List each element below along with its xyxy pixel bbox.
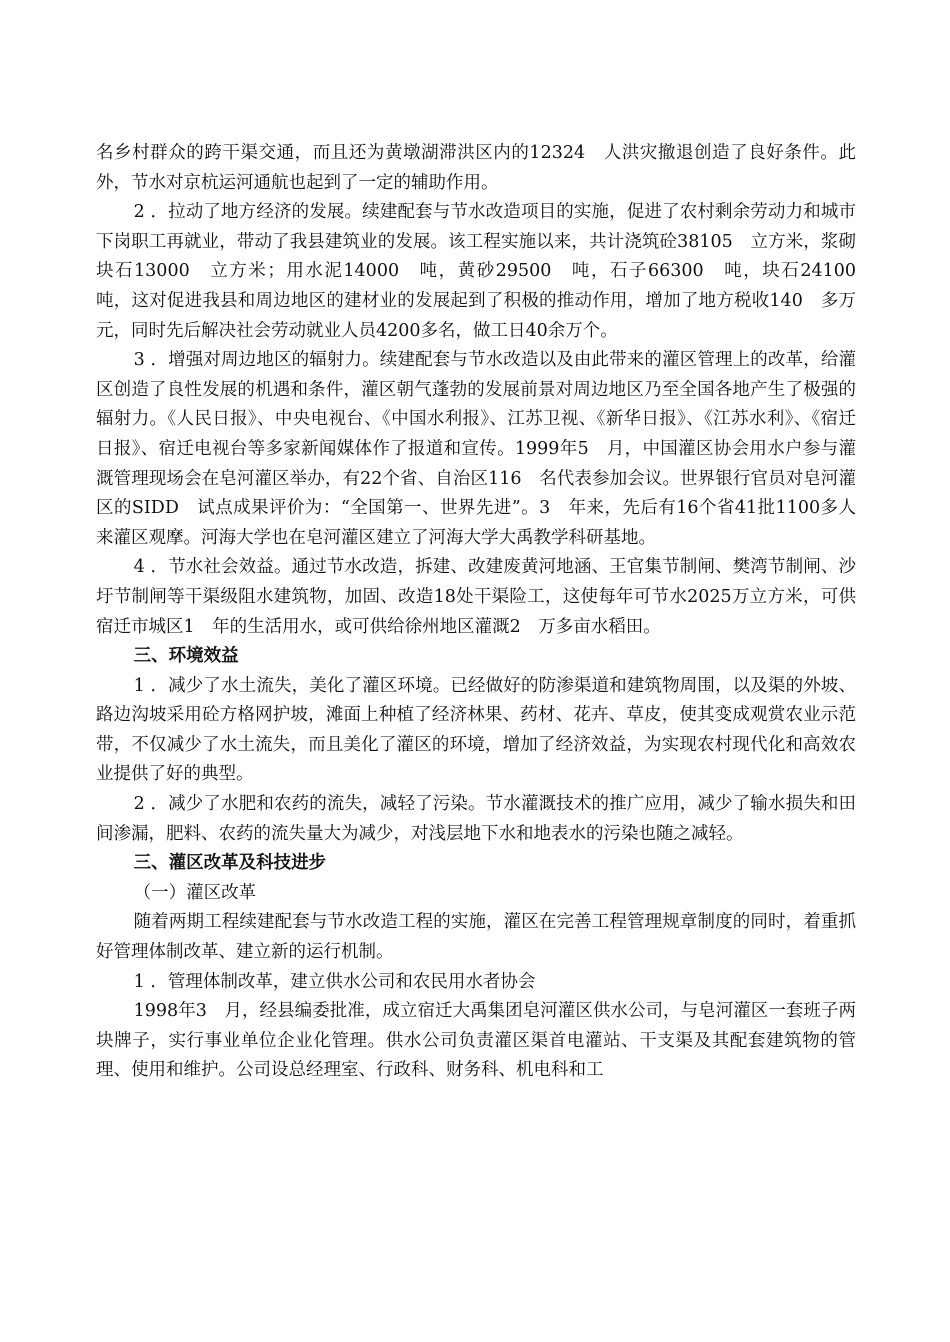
body-text [96,139,874,1086]
paragraph-reform-intro: 随着两期工程续建配套与节水改造工程的实施，灌区在完善工程管理规章制度的同时，着重抓好管理体制改革、建立新的运行机制。 [96,912,856,963]
paragraph-continuation: 名乡村群众的跨干渠交通，而且还为黄墩湖滞洪区内的12324 人洪灾撤退创造了良好条件。此外，节水对京杭运河通航也起到了一定的辅助作用。 [96,143,856,193]
section-heading-reform-progress: 三、灌区改革及科技进步 [133,853,327,874]
section-heading-environmental-benefit: 三、环境效益 [133,646,239,667]
paragraph-water-supply-company: 1998年3 月，经县编委批准，成立宿迁大禹集团皂河灌区供水公司，与皂河灌区一套班子两块牌子，实行事业单位企业化管理。供水公司负责灌区渠首电灌站、干支渠及其配套建筑物的管理、使用和维护。公司设总经理室、行政科、财务科、机电科和工 [96,1001,856,1081]
paragraph-management-reform: 1 ．管理体制改革，建立供水公司和农民用水者协会 [133,971,536,992]
paragraph-soil-erosion: 1 ．减少了水土流失，美化了灌区环境。已经做好的防渗渠道和建筑物周围，以及渠的外坡、路边沟坡采用砼方格网护坡，滩面上种植了经济林果、药材、花卉、草皮，使其变成观赏农业示范带，不仅减少了水土流失，而且美化了灌区的环境，增加了经济效益，为实现农村现代化和高效农业提供了好的典型。 [96,675,856,785]
subsection-heading-irrigation-reform: （一）灌区改革 [133,882,257,903]
paragraph-water-saving-social-benefit: 4 ．节水社会效益。通过节水改造，拆建、改建废黄河地涵、王官集节制闸、樊湾节制闸、沙圩节制闸等干渠级阻水建筑物，加固、改造18处干渠险工，这使每年可节水2025万立方米，可供宿迁市城区1 年的生活用水，或可供给徐州地区灌溉2 万多亩水稻田。 [96,557,856,637]
paragraph-economic-development: 2 ．拉动了地方经济的发展。续建配套与节水改造项目的实施，促进了农村剩余劳动力和城市下岗职工再就业，带动了我县建筑业的发展。该工程实施以来，共计浇筑砼38105 立方米，浆砌块石13000 立方米；用水泥14000 吨，黄砂29500 吨，石子66300 吨，块石24100 吨，这对促进我县和周边地区的建材业的发展起到了积极的推动作用，增加了地方税收140 多万元，同时先后解决社会劳动就业人员4200多名，做工日40余万个。 [96,202,874,341]
paragraph-radiation-influence: 3 ．增强对周边地区的辐射力。续建配套与节水改造以及由此带来的灌区管理上的改革，给灌区创造了良性发展的机遇和条件，灌区朝气蓬勃的发展前景对周边地区乃至全国各地产生了极强的辐射力。《人民日报》、中央电视台、《中国水利报》、江苏卫视、《新华日报》、《江苏水利》、《宿迁日报》、宿迁电视台等多家新闻媒体作了报道和宣传。1999年5 月，中国灌区协会用水户参与灌溉管理现场会在皂河灌区举办，有22个省、自治区116 名代表参加会议。世界银行官员对皂河灌区的SIDD 试点成果评价为：“全国第一、世界先进”。3 年来，先后有16个省41批1100多人来灌区观摩。河海大学也在皂河灌区建立了河海大学大禹教学科研基地。 [96,350,856,548]
paragraph-pollution-reduction: 2 ．减少了水肥和农药的流失，减轻了污染。节水灌溉技术的推广应用，减少了输水损失和田间渗漏，肥料、农药的流失量大为减少，对浅层地下水和地表水的污染也随之减轻。 [96,794,856,844]
